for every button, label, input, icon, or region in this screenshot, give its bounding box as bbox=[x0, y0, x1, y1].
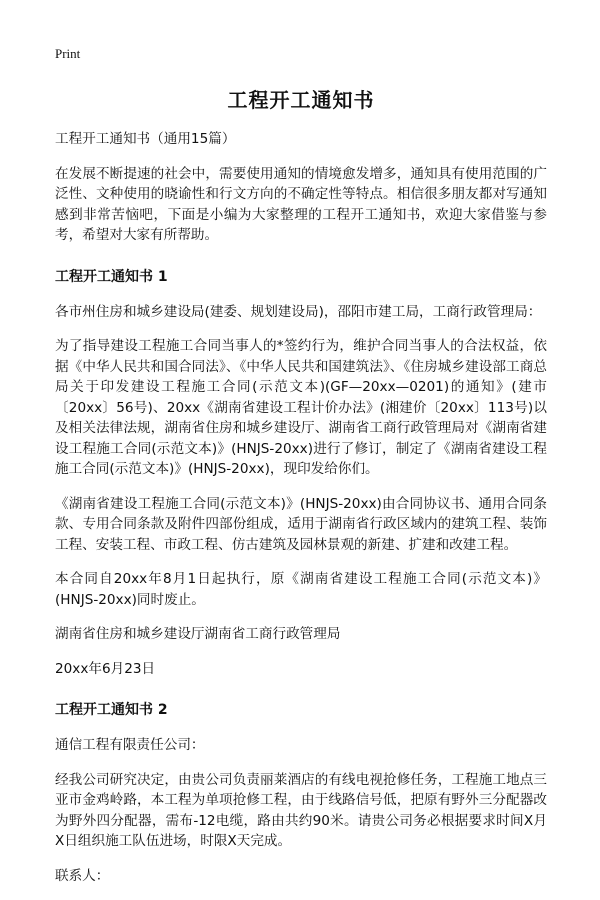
body-paragraph: 《湖南省建设工程施工合同(示范文本)》(HNJS-20xx)由合同协议书、通用合同条款、专用合同条款及附件四部份组成，适用于湖南省行政区域内的建筑工程、装饰工程、安装工程、市政工程、仿古建筑及园林景观的新建、扩建和改建工程。 bbox=[55, 495, 547, 553]
addressee: 各市州住房和城乡建设局(建委、规划建设局)，邵阳市建工局，工商行政管理局： bbox=[55, 303, 542, 320]
date: 20xx年6月23日 bbox=[55, 660, 156, 677]
intro-paragraph: 在发展不断提速的社会中，需要使用通知的情境愈发增多，通知具有使用范围的广泛性、文种使用的晓谕性和行文方向的不确定性等特点。相信很多朋友都对写通知感到非常苦恼吧，下面是小编为大家整理的工程开工通知书，欢迎大家借鉴与参考，希望对大家有所帮助。 bbox=[55, 165, 547, 243]
body-paragraph: 为了指导建设工程施工合同当事人的*签约行为，维护合同当事人的合法权益，依据《中华人民共和国合同法》、《中华人民共和国建筑法》、《住房城乡建设部工商总局关于印发建设工程施工合同(示范文本)(GF—20xx—0201)的通知》(建市〔20xx〕56号)、20xx《湖南省建设工程计价办法》(湘建价〔20xx〕113号)以及相关法律法规，湖南省住房和城乡建设厅、湖南省工商行政管理局对《湖南省建设工程施工合同(示范文本)》(HNJS-20xx)进行了修订，制定了《湖南省建设工程施工合同(示范文本)》(HNJS-20xx)，现印发给你们。 bbox=[55, 338, 547, 477]
section-heading: 工程开工通知书 2 bbox=[55, 702, 168, 718]
print-link[interactable]: Print bbox=[55, 46, 81, 61]
addressee: 通信工程有限责任公司： bbox=[55, 737, 205, 753]
document-subtitle: 工程开工通知书（通用15篇） bbox=[55, 131, 236, 147]
signature: 湖南省住房和城乡建设厅湖南省工商行政管理局 bbox=[55, 626, 341, 642]
contact-label: 联系人： bbox=[55, 867, 110, 884]
document-title: 工程开工通知书 bbox=[227, 88, 375, 112]
body-paragraph: 经我公司研究决定，由贵公司负责丽莱酒店的有线电视抢修任务，工程施工地点三亚市金鸡岭路，本工程为单项抢修工程，由于线路信号低，把原有野外三分配器改为野外四分配器，需布-12电缆，路由共约90米。请贵公司务必根据要求时间X月X日组织施工队伍进场，时限X天完成。 bbox=[55, 771, 547, 849]
section-heading: 工程开工通知书 1 bbox=[55, 268, 168, 285]
document-page bbox=[55, 46, 547, 900]
body-paragraph: 本合同自20xx年8月1日起执行，原《湖南省建设工程施工合同(示范文本)》(HNJS-20xx)同时废止。 bbox=[55, 571, 547, 608]
